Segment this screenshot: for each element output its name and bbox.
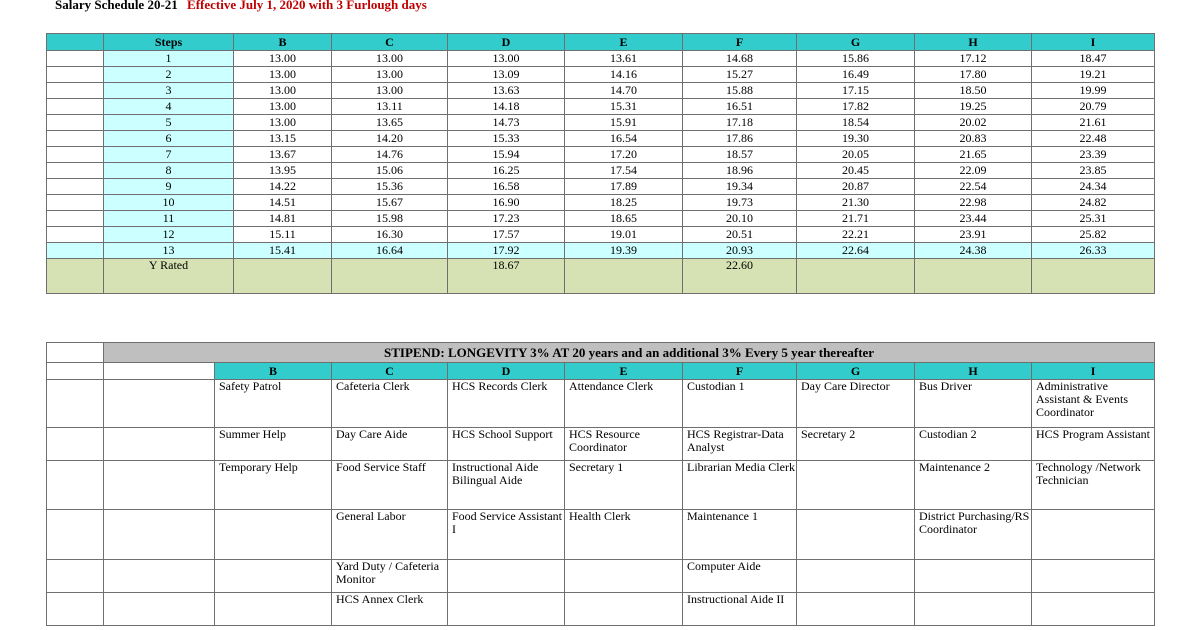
job-title: Secretary 1 bbox=[565, 461, 683, 510]
salary-value: 15.27 bbox=[683, 67, 797, 83]
blank-cell bbox=[47, 147, 104, 163]
column-header: B bbox=[234, 34, 332, 51]
salary-value: 14.76 bbox=[332, 147, 448, 163]
step-number: 9 bbox=[104, 179, 234, 195]
job-title bbox=[215, 593, 332, 626]
salary-value: 17.18 bbox=[683, 115, 797, 131]
salary-value: 13.00 bbox=[332, 67, 448, 83]
salary-value: 17.54 bbox=[565, 163, 683, 179]
blank-cell bbox=[47, 179, 104, 195]
salary-value: 17.86 bbox=[683, 131, 797, 147]
blank-cell bbox=[47, 195, 104, 211]
y-rated-label: Y Rated bbox=[104, 259, 234, 294]
salary-value: 17.12 bbox=[915, 51, 1032, 67]
job-title: General Labor bbox=[332, 510, 448, 560]
salary-value: 15.88 bbox=[683, 83, 797, 99]
salary-value: 17.57 bbox=[448, 227, 565, 243]
page-title bbox=[55, 0, 427, 13]
blank-cell bbox=[104, 428, 215, 461]
blank-cell bbox=[47, 461, 104, 510]
salary-value: 19.30 bbox=[797, 131, 915, 147]
job-title: Secretary 2 bbox=[797, 428, 915, 461]
y-rated-value: 22.60 bbox=[683, 259, 797, 294]
stipend-banner-row bbox=[47, 343, 1155, 363]
stipend-banner: STIPEND: LONGEVITY 3% AT 20 years and an additional 3% Every 5 year thereafter bbox=[104, 343, 1155, 363]
job-title: Day Care Director bbox=[797, 380, 915, 428]
salary-value: 14.73 bbox=[448, 115, 565, 131]
blank-cell bbox=[47, 211, 104, 227]
job-title: Instructional Aide Bilingual Aide bbox=[448, 461, 565, 510]
salary-row bbox=[47, 243, 1155, 259]
salary-value: 22.98 bbox=[915, 195, 1032, 211]
job-title bbox=[797, 560, 915, 593]
step-number: 10 bbox=[104, 195, 234, 211]
job-title: Maintenance 2 bbox=[915, 461, 1032, 510]
stipend-table bbox=[46, 342, 1155, 626]
blank-cell bbox=[47, 363, 104, 380]
job-title bbox=[915, 560, 1032, 593]
salary-value: 13.00 bbox=[332, 83, 448, 99]
salary-value: 16.49 bbox=[797, 67, 915, 83]
salary-value: 17.80 bbox=[915, 67, 1032, 83]
salary-value: 25.82 bbox=[1032, 227, 1155, 243]
salary-value: 13.00 bbox=[234, 115, 332, 131]
salary-value: 22.64 bbox=[797, 243, 915, 259]
y-rated-value bbox=[1032, 259, 1155, 294]
blank-cell bbox=[47, 227, 104, 243]
salary-value: 24.34 bbox=[1032, 179, 1155, 195]
salary-value: 17.20 bbox=[565, 147, 683, 163]
salary-value: 16.90 bbox=[448, 195, 565, 211]
job-title: Custodian 1 bbox=[683, 380, 797, 428]
salary-value: 16.30 bbox=[332, 227, 448, 243]
step-number: 12 bbox=[104, 227, 234, 243]
salary-row bbox=[47, 99, 1155, 115]
salary-value: 15.94 bbox=[448, 147, 565, 163]
job-row bbox=[47, 461, 1155, 510]
column-letter: B bbox=[215, 363, 332, 380]
salary-value: 13.00 bbox=[234, 67, 332, 83]
column-letter: E bbox=[565, 363, 683, 380]
salary-value: 18.54 bbox=[797, 115, 915, 131]
column-header: C bbox=[332, 34, 448, 51]
step-number: 5 bbox=[104, 115, 234, 131]
salary-value: 13.09 bbox=[448, 67, 565, 83]
column-letter: C bbox=[332, 363, 448, 380]
salary-value: 26.33 bbox=[1032, 243, 1155, 259]
salary-value: 20.93 bbox=[683, 243, 797, 259]
job-title: Health Clerk bbox=[565, 510, 683, 560]
salary-value: 15.36 bbox=[332, 179, 448, 195]
job-row bbox=[47, 593, 1155, 626]
salary-value: 15.33 bbox=[448, 131, 565, 147]
salary-value: 19.73 bbox=[683, 195, 797, 211]
salary-value: 18.47 bbox=[1032, 51, 1155, 67]
salary-value: 13.00 bbox=[332, 51, 448, 67]
salary-row bbox=[47, 147, 1155, 163]
job-title: Day Care Aide bbox=[332, 428, 448, 461]
salary-row bbox=[47, 131, 1155, 147]
job-title bbox=[915, 593, 1032, 626]
salary-value: 22.54 bbox=[915, 179, 1032, 195]
salary-value: 13.67 bbox=[234, 147, 332, 163]
step-number: 6 bbox=[104, 131, 234, 147]
salary-row bbox=[47, 67, 1155, 83]
salary-value: 17.89 bbox=[565, 179, 683, 195]
salary-row bbox=[47, 211, 1155, 227]
salary-value: 13.15 bbox=[234, 131, 332, 147]
job-title: Bus Driver bbox=[915, 380, 1032, 428]
salary-row bbox=[47, 227, 1155, 243]
blank-cell bbox=[47, 83, 104, 99]
job-title bbox=[565, 560, 683, 593]
step-number: 3 bbox=[104, 83, 234, 99]
salary-value: 18.50 bbox=[915, 83, 1032, 99]
blank-cell bbox=[47, 99, 104, 115]
salary-value: 25.31 bbox=[1032, 211, 1155, 227]
job-title: Instructional Aide II bbox=[683, 593, 797, 626]
y-rated-value bbox=[915, 259, 1032, 294]
column-header: D bbox=[448, 34, 565, 51]
salary-value: 22.21 bbox=[797, 227, 915, 243]
schedule-title: Salary Schedule 20-21 bbox=[55, 0, 178, 12]
column-letter: I bbox=[1032, 363, 1155, 380]
job-title: Yard Duty / Cafeteria Monitor bbox=[332, 560, 448, 593]
step-number: 1 bbox=[104, 51, 234, 67]
job-title bbox=[565, 593, 683, 626]
salary-value: 13.00 bbox=[234, 99, 332, 115]
job-title: Custodian 2 bbox=[915, 428, 1032, 461]
job-title bbox=[797, 510, 915, 560]
job-title: HCS Records Clerk bbox=[448, 380, 565, 428]
blank-cell bbox=[47, 343, 104, 363]
salary-row bbox=[47, 83, 1155, 99]
blank-cell bbox=[47, 115, 104, 131]
job-title bbox=[448, 560, 565, 593]
salary-value: 13.00 bbox=[234, 83, 332, 99]
salary-value: 14.22 bbox=[234, 179, 332, 195]
column-letter: H bbox=[915, 363, 1032, 380]
salary-value: 18.57 bbox=[683, 147, 797, 163]
salary-value: 13.65 bbox=[332, 115, 448, 131]
job-title bbox=[215, 560, 332, 593]
job-title: HCS Program Assistant bbox=[1032, 428, 1155, 461]
column-header: F bbox=[683, 34, 797, 51]
blank-cell bbox=[104, 560, 215, 593]
blank-cell bbox=[104, 461, 215, 510]
salary-value: 13.00 bbox=[234, 51, 332, 67]
column-header: H bbox=[915, 34, 1032, 51]
column-letter: D bbox=[448, 363, 565, 380]
salary-value: 17.82 bbox=[797, 99, 915, 115]
salary-value: 17.15 bbox=[797, 83, 915, 99]
salary-value: 17.23 bbox=[448, 211, 565, 227]
salary-value: 15.41 bbox=[234, 243, 332, 259]
salary-value: 21.30 bbox=[797, 195, 915, 211]
salary-value: 20.79 bbox=[1032, 99, 1155, 115]
salary-value: 13.00 bbox=[448, 51, 565, 67]
salary-value: 14.81 bbox=[234, 211, 332, 227]
job-title: HCS School Support bbox=[448, 428, 565, 461]
salary-value: 18.65 bbox=[565, 211, 683, 227]
blank-cell bbox=[47, 34, 104, 51]
salary-value: 16.25 bbox=[448, 163, 565, 179]
salary-header-row bbox=[47, 34, 1155, 51]
column-header: G bbox=[797, 34, 915, 51]
blank-cell bbox=[47, 163, 104, 179]
salary-value: 13.11 bbox=[332, 99, 448, 115]
job-title: Cafeteria Clerk bbox=[332, 380, 448, 428]
column-header: Steps bbox=[104, 34, 234, 51]
salary-value: 20.05 bbox=[797, 147, 915, 163]
y-rated-value bbox=[332, 259, 448, 294]
job-title bbox=[215, 510, 332, 560]
salary-value: 14.51 bbox=[234, 195, 332, 211]
job-title: HCS Annex Clerk bbox=[332, 593, 448, 626]
blank-cell bbox=[104, 363, 215, 380]
blank-cell bbox=[47, 593, 104, 626]
salary-value: 16.51 bbox=[683, 99, 797, 115]
salary-value: 21.61 bbox=[1032, 115, 1155, 131]
salary-value: 14.68 bbox=[683, 51, 797, 67]
salary-value: 23.44 bbox=[915, 211, 1032, 227]
salary-value: 14.70 bbox=[565, 83, 683, 99]
y-rated-value bbox=[565, 259, 683, 294]
salary-value: 14.18 bbox=[448, 99, 565, 115]
blank-cell bbox=[47, 243, 104, 259]
job-title: Food Service Staff bbox=[332, 461, 448, 510]
salary-value: 22.09 bbox=[915, 163, 1032, 179]
job-title: Summer Help bbox=[215, 428, 332, 461]
salary-value: 15.11 bbox=[234, 227, 332, 243]
salary-value: 20.10 bbox=[683, 211, 797, 227]
salary-value: 19.25 bbox=[915, 99, 1032, 115]
y-rated-value bbox=[797, 259, 915, 294]
job-title bbox=[797, 593, 915, 626]
salary-value: 15.91 bbox=[565, 115, 683, 131]
salary-value: 23.91 bbox=[915, 227, 1032, 243]
job-title bbox=[448, 593, 565, 626]
salary-row bbox=[47, 179, 1155, 195]
job-title: Safety Patrol bbox=[215, 380, 332, 428]
blank-cell bbox=[47, 51, 104, 67]
salary-row bbox=[47, 115, 1155, 131]
blank-cell bbox=[47, 67, 104, 83]
step-number: 11 bbox=[104, 211, 234, 227]
salary-value: 18.25 bbox=[565, 195, 683, 211]
salary-value: 20.87 bbox=[797, 179, 915, 195]
y-rated-row bbox=[47, 259, 1155, 294]
blank-cell bbox=[104, 510, 215, 560]
salary-value: 13.63 bbox=[448, 83, 565, 99]
salary-value: 21.71 bbox=[797, 211, 915, 227]
salary-row bbox=[47, 163, 1155, 179]
job-row bbox=[47, 510, 1155, 560]
salary-value: 19.39 bbox=[565, 243, 683, 259]
step-number: 8 bbox=[104, 163, 234, 179]
job-title: Food Service Assistant I bbox=[448, 510, 565, 560]
blank-cell bbox=[47, 380, 104, 428]
job-title: Maintenance 1 bbox=[683, 510, 797, 560]
salary-value: 15.06 bbox=[332, 163, 448, 179]
salary-value: 15.86 bbox=[797, 51, 915, 67]
column-header: E bbox=[565, 34, 683, 51]
salary-value: 20.02 bbox=[915, 115, 1032, 131]
salary-value: 20.51 bbox=[683, 227, 797, 243]
job-title: Computer Aide bbox=[683, 560, 797, 593]
salary-value: 24.38 bbox=[915, 243, 1032, 259]
salary-value: 16.64 bbox=[332, 243, 448, 259]
column-letter: G bbox=[797, 363, 915, 380]
job-title bbox=[1032, 560, 1155, 593]
column-header: I bbox=[1032, 34, 1155, 51]
salary-value: 24.82 bbox=[1032, 195, 1155, 211]
salary-row bbox=[47, 51, 1155, 67]
salary-value: 17.92 bbox=[448, 243, 565, 259]
salary-value: 22.48 bbox=[1032, 131, 1155, 147]
job-row bbox=[47, 428, 1155, 461]
step-number: 4 bbox=[104, 99, 234, 115]
step-number: 13 bbox=[104, 243, 234, 259]
blank-cell bbox=[47, 131, 104, 147]
salary-table bbox=[46, 33, 1155, 294]
column-letter: F bbox=[683, 363, 797, 380]
step-number: 2 bbox=[104, 67, 234, 83]
effective-note: Effective July 1, 2020 with 3 Furlough days bbox=[187, 0, 427, 12]
salary-value: 23.85 bbox=[1032, 163, 1155, 179]
blank-cell bbox=[47, 560, 104, 593]
salary-value: 13.95 bbox=[234, 163, 332, 179]
job-title: Attendance Clerk bbox=[565, 380, 683, 428]
salary-row bbox=[47, 195, 1155, 211]
y-rated-value bbox=[234, 259, 332, 294]
job-title: HCS Resource Coordinator bbox=[565, 428, 683, 461]
salary-value: 19.01 bbox=[565, 227, 683, 243]
salary-value: 23.39 bbox=[1032, 147, 1155, 163]
salary-value: 14.16 bbox=[565, 67, 683, 83]
salary-value: 16.58 bbox=[448, 179, 565, 195]
salary-value: 19.21 bbox=[1032, 67, 1155, 83]
job-row bbox=[47, 380, 1155, 428]
job-title: Administrative Assistant & Events Coordinator bbox=[1032, 380, 1155, 428]
salary-value: 14.20 bbox=[332, 131, 448, 147]
blank-cell bbox=[47, 259, 104, 294]
y-rated-value: 18.67 bbox=[448, 259, 565, 294]
job-title: Librarian Media Clerk bbox=[683, 461, 797, 510]
job-title: District Purchasing/RS Coordinator bbox=[915, 510, 1032, 560]
blank-cell bbox=[104, 593, 215, 626]
salary-value: 18.96 bbox=[683, 163, 797, 179]
job-title bbox=[797, 461, 915, 510]
step-number: 7 bbox=[104, 147, 234, 163]
blank-cell bbox=[104, 380, 215, 428]
salary-value: 15.31 bbox=[565, 99, 683, 115]
salary-value: 20.83 bbox=[915, 131, 1032, 147]
stipend-letter-row bbox=[47, 363, 1155, 380]
job-row bbox=[47, 560, 1155, 593]
blank-cell bbox=[47, 428, 104, 461]
job-title bbox=[1032, 593, 1155, 626]
blank-cell bbox=[47, 510, 104, 560]
job-title: Technology /Network Technician bbox=[1032, 461, 1155, 510]
salary-value: 15.98 bbox=[332, 211, 448, 227]
job-title: HCS Registrar-Data Analyst bbox=[683, 428, 797, 461]
salary-value: 20.45 bbox=[797, 163, 915, 179]
salary-value: 13.61 bbox=[565, 51, 683, 67]
salary-value: 21.65 bbox=[915, 147, 1032, 163]
salary-value: 15.67 bbox=[332, 195, 448, 211]
job-title bbox=[1032, 510, 1155, 560]
job-title: Temporary Help bbox=[215, 461, 332, 510]
salary-value: 19.34 bbox=[683, 179, 797, 195]
salary-value: 19.99 bbox=[1032, 83, 1155, 99]
salary-value: 16.54 bbox=[565, 131, 683, 147]
